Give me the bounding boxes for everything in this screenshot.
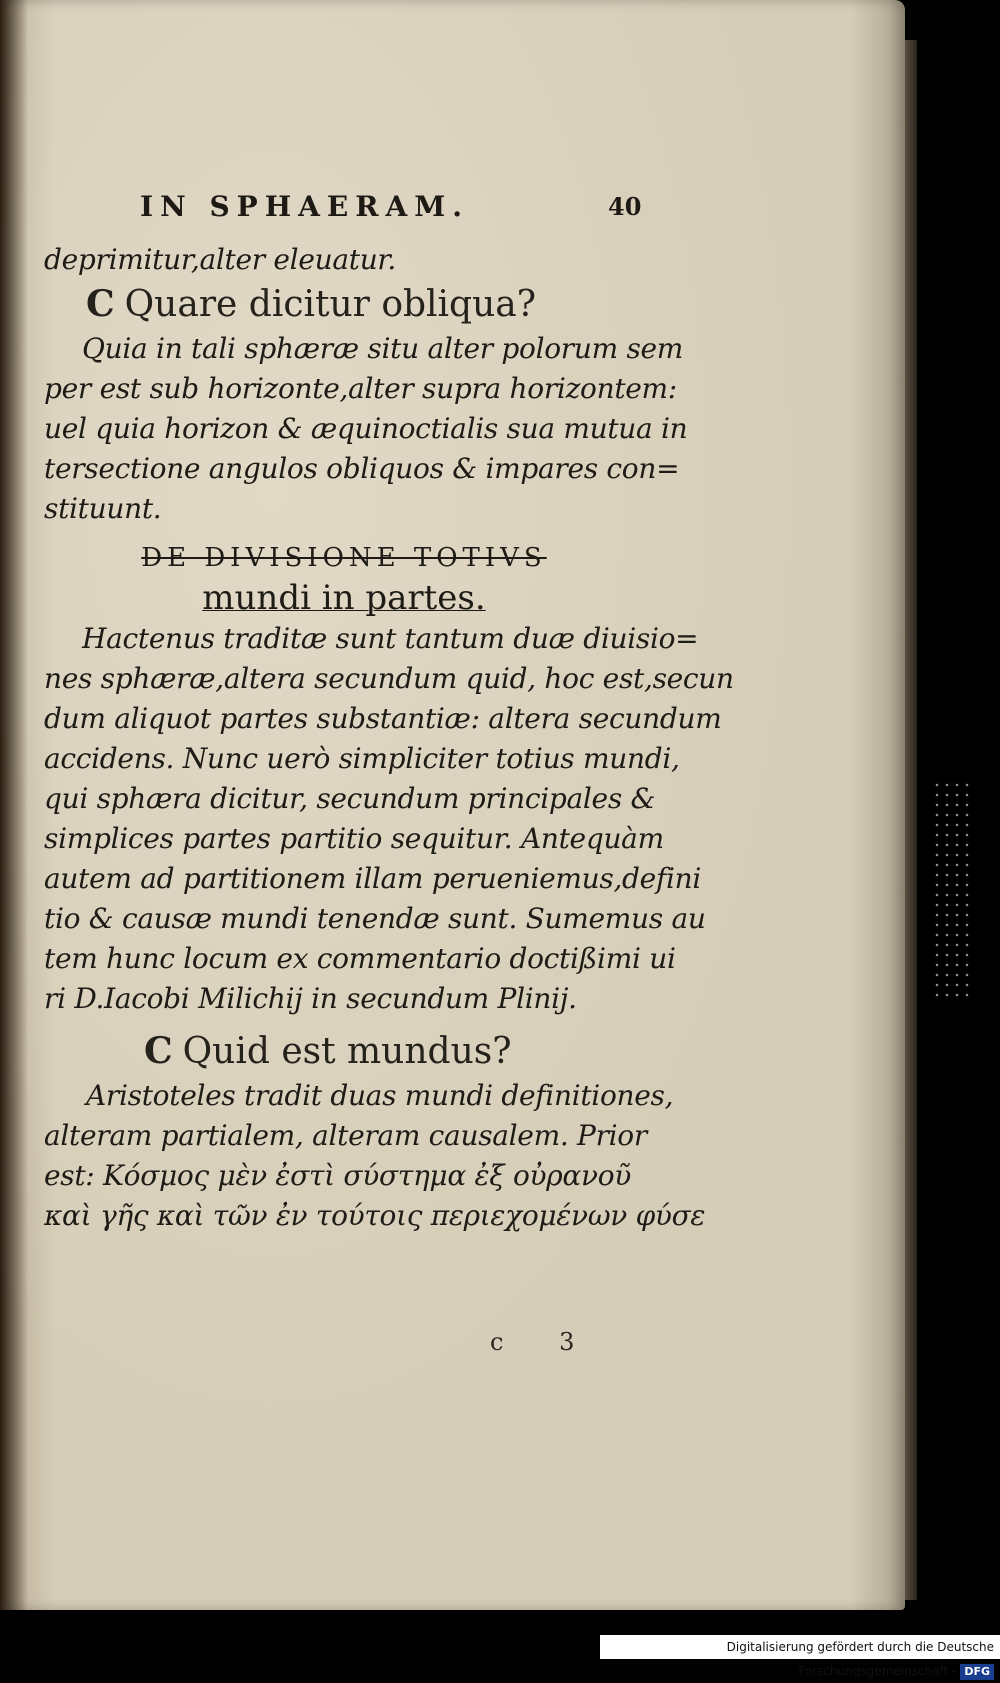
text-line: accidens. Nunc uerò simpliciter totius mundi,	[44, 742, 680, 775]
section-heading	[44, 539, 644, 577]
paragraph-mark-icon: C	[86, 283, 115, 325]
text-block	[44, 240, 734, 1236]
text-line: simplices partes partitio sequitur. Antequàm	[44, 822, 664, 855]
text-line: qui sphæra dicitur, secundum principales &	[44, 782, 656, 815]
paragraph-mark-icon: C	[144, 1030, 173, 1072]
text-line: ri D.Iacobi Milichij in secundum Plinij.	[44, 982, 577, 1015]
text-line: Quia in tali sphæræ situ alter polorum sem	[82, 332, 684, 365]
signature-mark: c 3	[490, 1328, 599, 1356]
heading-text: Quare dicitur obliqua?	[124, 284, 537, 325]
page-edge-shadow	[905, 40, 917, 1600]
text-line: Hactenus traditæ sunt tantum duæ diuisio=	[82, 622, 699, 655]
background-texture	[932, 780, 972, 1000]
text-line: Aristoteles tradit duas mundi definitiones,	[86, 1079, 674, 1112]
text-line: autem ad partitionem illam perueniemus,defini	[44, 862, 702, 895]
folio-number: 40	[608, 192, 642, 221]
text-line: καὶ γῆς καὶ τῶν ἐν τούτοις περιεχομένων φύσε	[44, 1199, 706, 1232]
text-line: tio & causæ mundi tenendæ sunt. Sumemus au	[44, 902, 706, 935]
footer-text: Digitalisierung gefördert durch die Deutsche Forschungsgemeinschaft -	[726, 1640, 994, 1678]
heading-text: Quid est mundus?	[182, 1031, 512, 1072]
page-spine-shadow	[0, 0, 28, 1610]
text-line: est: Κόσμος μὲν ἐστὶ σύστημα ἐξ οὐρανοῦ	[44, 1159, 632, 1192]
text-line: uel quia horizon & æquinoctialis sua mutua in	[44, 412, 688, 445]
digitization-footer	[600, 1635, 1000, 1678]
section-subheading: mundi in partes.	[202, 578, 486, 618]
text-line: alteram partialem, alteram causalem. Prior	[44, 1119, 647, 1152]
text-line: dum aliquot partes substantiæ: altera secundum	[44, 702, 722, 735]
text-line: per est sub horizonte,alter supra horizontem:	[44, 372, 677, 405]
text-line: tersectione angulos obliquos & impares con=	[44, 452, 680, 485]
question-heading	[44, 280, 644, 329]
text-line: deprimitur,alter eleuatur.	[44, 243, 397, 276]
section-heading-text: DE DIVISIONE TOTIVS	[141, 543, 547, 573]
text-line: stituunt.	[44, 492, 162, 525]
text-line: nes sphæræ,altera secundum quid, hoc est,secun	[44, 662, 734, 695]
running-head: IN SPHAERAM.	[140, 190, 469, 223]
dfg-logo-icon: DFG	[960, 1664, 994, 1680]
question-heading	[44, 1027, 644, 1076]
text-line: tem hunc locum ex commentario doctißimi ui	[44, 942, 676, 975]
